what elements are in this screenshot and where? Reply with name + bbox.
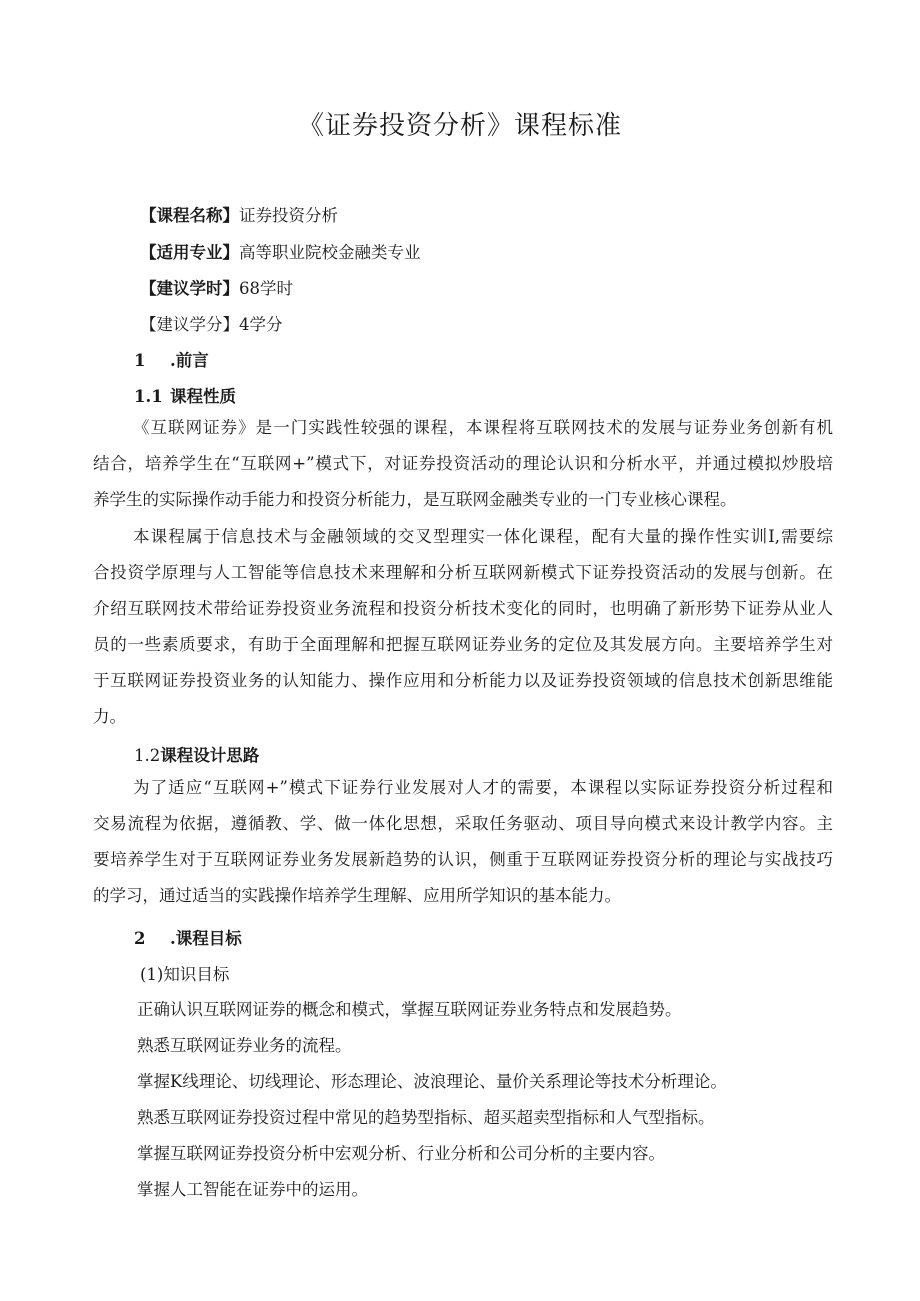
section-number: 1.2: [134, 746, 161, 765]
section-title: .课程目标: [170, 929, 242, 948]
paragraph-course-positioning: [93, 519, 833, 735]
paragraph-line: 要培养学生对于互联网证券业务发展新趋势的认识，侧重于互联网证券投资分析的理论与实战技巧: [93, 850, 833, 869]
list-item: 掌握人工智能在证券中的运用。: [137, 1180, 368, 1199]
paragraph-line: 结合，培养学生在“互联网+”模式下，对证券投资活动的理论认识和分析水平，并通过模拟炒股培: [93, 454, 833, 473]
meta-credits: [140, 311, 283, 335]
paragraph-line: 《互联网证券》是一门实践性较强的课程，本课程将互联网技术的发展与证券业务创新有机: [133, 418, 833, 437]
section-heading-1-1: [134, 383, 236, 407]
paragraph-line: 介绍互联网技术带给证券投资业务流程和投资分析技术变化的同时，也明确了新形势下证券从业人: [93, 599, 833, 618]
list-item: 熟悉互联网证券投资过程中常见的趋势型指标、超买超卖型指标和人气型指标。: [137, 1108, 715, 1127]
meta-value: 高等职业院校金融类专业: [239, 243, 421, 262]
section-heading-1-2: [134, 742, 259, 766]
meta-major: [140, 239, 421, 263]
section-title: .前言: [170, 351, 209, 370]
section-number: 2: [134, 929, 146, 948]
knowledge-goals-heading: (1)知识目标: [140, 965, 230, 984]
meta-value: 68学时: [239, 279, 293, 298]
paragraph-line: 交易流程为依据，遵循教、学、做一体化思想，采取任务驱动、项目导向模式来设计教学内容。主: [93, 814, 833, 833]
page-title: 《证券投资分析》课程标准: [297, 111, 622, 141]
section-title: 课程设计思路: [160, 746, 260, 765]
section-title: 课程性质: [170, 387, 236, 406]
list-item: 掌握K线理论、切线理论、形态理论、波浪理论、量价关系理论等技术分析理论。: [137, 1072, 727, 1091]
meta-label: 【建议学分】: [140, 315, 239, 334]
meta-value: 4学分: [239, 315, 283, 334]
meta-value: 证券投资分析: [239, 206, 338, 225]
paragraph-design-approach: [93, 770, 833, 914]
paragraph-line: 的学习，通过适当的实践操作培养学生理解、应用所学知识的基本能力。: [93, 886, 621, 905]
meta-course-name: [140, 202, 338, 226]
paragraph-line: 员的一些素质要求，有助于全面理解和把握互联网证券业务的定位及其发展方向。主要培养学生对: [93, 635, 833, 654]
paragraph-line: 养学生的实际操作动手能力和投资分析能力，是互联网金融类专业的一门专业核心课程。: [93, 490, 737, 509]
list-item: 正确认识互联网证券的概念和模式，掌握互联网证券业务特点和发展趋势。: [137, 1000, 682, 1019]
paragraph-line: 为了适应“互联网+”模式下证券行业发展对人才的需要，本课程以实际证券投资分析过程和: [133, 778, 833, 797]
meta-hours: [140, 275, 293, 299]
paragraph-course-nature: [93, 410, 833, 518]
section-heading-1: [134, 347, 209, 371]
section-number: 1.1: [134, 387, 163, 406]
list-item: 熟悉互联网证券业务的流程。: [137, 1036, 352, 1055]
section-heading-2: [134, 925, 242, 949]
meta-label: 【适用专业】: [140, 243, 239, 262]
paragraph-line: 合投资学原理与人工智能等信息技术来理解和分析互联网新模式下证券投资活动的发展与创新。在: [93, 563, 833, 582]
paragraph-line: 于互联网证券投资业务的认知能力、操作应用和分析能力以及证券投资领域的信息技术创新思维能: [93, 671, 833, 690]
paragraph-line: 本课程属于信息技术与金融领域的交叉型理实一体化课程，配有大量的操作性实训I,需要综: [133, 527, 833, 546]
meta-label: 【建议学时】: [140, 279, 239, 298]
section-number: 1: [134, 351, 146, 370]
meta-label: 【课程名称】: [140, 206, 239, 225]
list-item: 掌握互联网证券投资分析中宏观分析、行业分析和公司分析的主要内容。: [137, 1144, 665, 1163]
paragraph-line: 力。: [93, 707, 126, 726]
